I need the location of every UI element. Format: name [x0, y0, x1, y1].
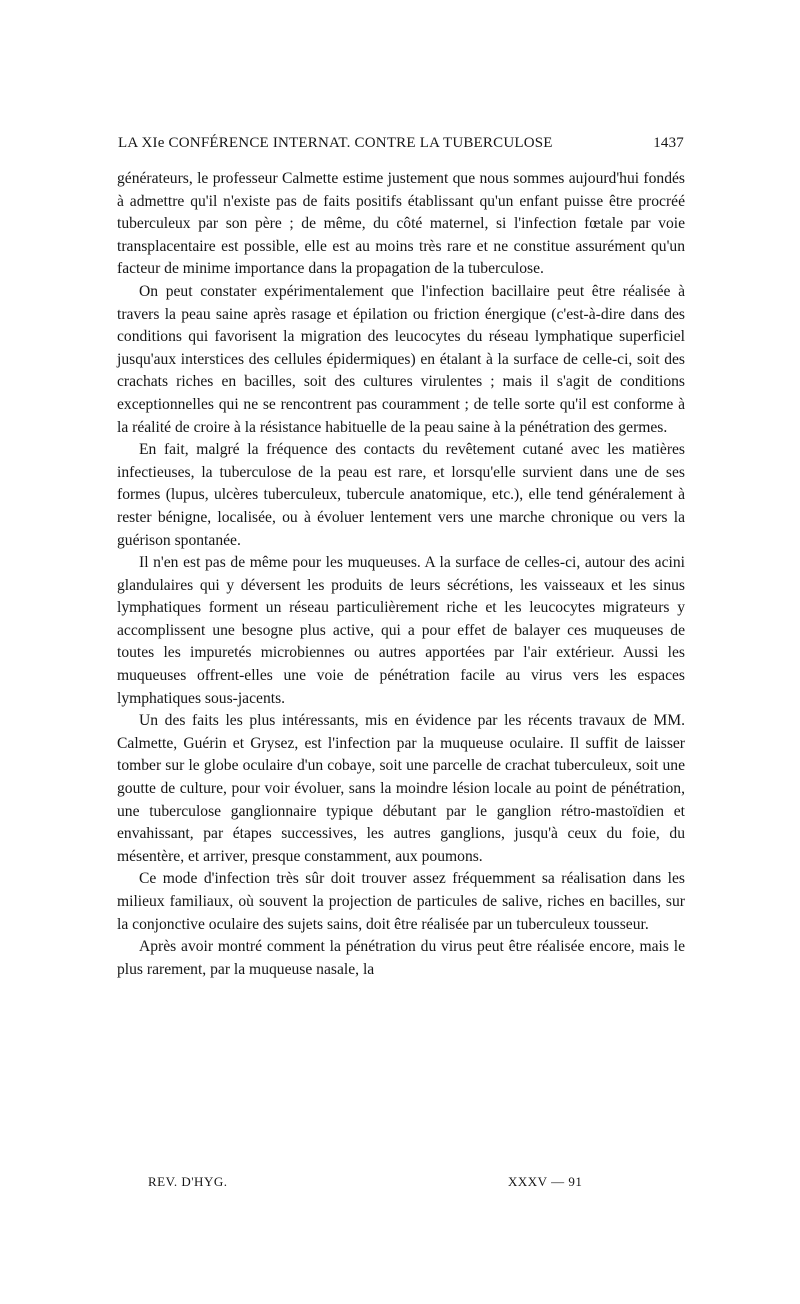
running-title: LA XIe CONFÉRENCE INTERNAT. CONTRE LA TUBERCULOSE — [118, 135, 553, 151]
running-header — [118, 135, 684, 152]
page-number: 1437 — [653, 135, 684, 151]
paragraph-family-transmission: Ce mode d'infection très sûr doit trouver assez fréquemment sa réalisation dans les milieux familiaux, où souvent la projection de particules de salive, riches en bacilles, sur la conjonctive oculaire des sujets sains, doit être réalisée par un tuberculeux tousseur. — [117, 870, 685, 933]
paragraph-continued: générateurs, le professeur Calmette estime justement que nous sommes aujourd'hui fondés à admettre qu'il n'existe pas de faits positifs établissant qu'un enfant puisse être procréé tuberculeux par son père ; de même, du côté maternel, si l'infection fœtale par voie transplacentaire est possible, elle est au moins très rare et ne constitue assurément qu'un facteur de minime importance dans la propagation de la tuberculose. — [117, 170, 685, 278]
signature-mark: XXXV — 91 — [508, 1174, 583, 1189]
paragraph-skin-infection: On peut constater expérimentalement que l'infection bacillaire peut être réalisée à travers la peau saine après rasage et épilation ou friction énergique (c'est-à-dire dans des conditions qui favorisent la migration des leucocytes du réseau lymphatique superficiel jusqu'aux interstices des cellules épidermiques) en étalant à la surface de celle-ci, soit des crachats riches en bacilles, soit des cultures virulentes ; mais il s'agit de conditions exceptionnelles qui ne se rencontrent pas couramment ; de telle sorte qu'il est conforme à la réalité de croire à la résistance habituelle de la peau saine à la pénétration des germes. — [117, 282, 685, 436]
body-text — [117, 168, 685, 981]
paragraph-nasal-mucosa: Après avoir montré comment la pénétration du virus peut être réalisée encore, mais le plus rarement, par la muqueuse nasale, la — [117, 938, 685, 978]
page-footer — [148, 1174, 683, 1190]
paragraph-ocular-infection: Un des faits les plus intéressants, mis en évidence par les récents travaux de MM. Calmette, Guérin et Grysez, est l'infection par la muqueuse oculaire. Il suffit de laisser tomber sur le globe oculaire d'un cobaye, soit une parcelle de crachat tuberculeux, soit une goutte de culture, pour voir évoluer, sans la moindre lésion locale au point de pénétration, une tuberculose ganglionnaire typique débutant par le ganglion rétro-mastoïdien et envahissant, par étapes successives, les autres ganglions, jusqu'à ceux du foie, du mésentère, et arriver, presque constamment, aux poumons. — [117, 712, 685, 865]
paragraph-mucous-membranes: Il n'en est pas de même pour les muqueuses. A la surface de celles-ci, autour des acini glandulaires qui y déversent les produits de leurs sécrétions, les vaisseaux et les sinus lymphatiques forment un réseau particulièrement riche et les leucocytes migrateurs y accomplissent une besogne plus active, qui a pour effet de balayer ces muqueuses de toutes les impuretés microbiennes ou autres apportées par l'air extérieur. Aussi les muqueuses offrent-elles une voie de pénétration facile au virus vers les espaces lymphatiques sous-jacents. — [117, 554, 685, 707]
journal-abbreviation: REV. D'HYG. — [148, 1174, 228, 1189]
paragraph-cutaneous-tuberculosis: En fait, malgré la fréquence des contacts du revêtement cutané avec les matières infectieuses, la tuberculose de la peau est rare, et lorsqu'elle survient dans une de ses formes (lupus, ulcères tuberculeux, tubercule anatomique, etc.), elle tend généralement à rester bénigne, localisée, ou à évoluer lentement vers une marche chronique ou vers la guérison spontanée. — [117, 441, 685, 549]
